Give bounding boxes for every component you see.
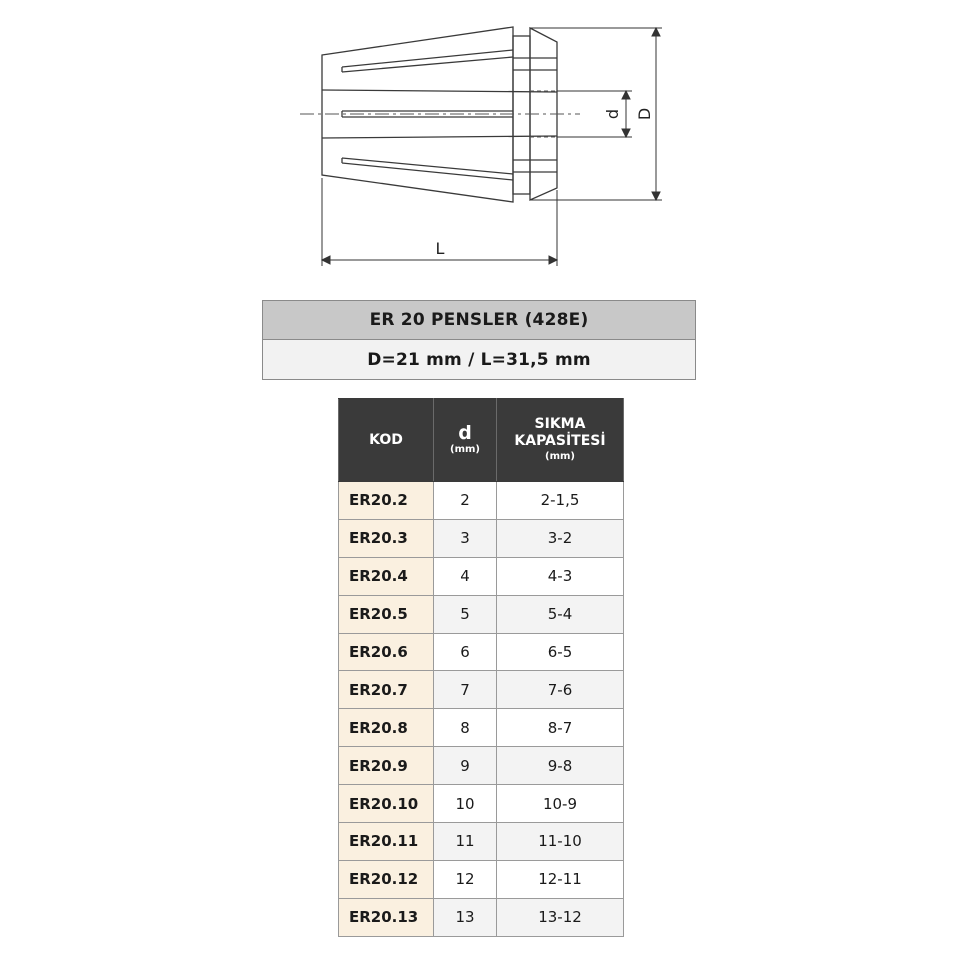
collet-slot <box>342 158 513 180</box>
header-kod: KOD <box>339 399 434 482</box>
header-capacity: SIKMA KAPASİTESİ (mm) <box>497 399 624 482</box>
cell-capacity: 12-11 <box>497 860 624 898</box>
table-row <box>339 823 624 861</box>
dim-label-D: D <box>635 107 654 121</box>
cell-capacity: 2-1,5 <box>497 482 624 520</box>
table-row <box>339 595 624 633</box>
dim-label-L: L <box>435 239 445 258</box>
cell-d: 5 <box>434 595 497 633</box>
cell-kod: ER20.7 <box>339 671 434 709</box>
product-title: ER 20 PENSLER (428E) <box>263 301 695 340</box>
table-row <box>339 557 624 595</box>
collet-drawing <box>0 0 960 290</box>
cell-kod: ER20.6 <box>339 633 434 671</box>
cell-d: 9 <box>434 747 497 785</box>
cell-kod: ER20.13 <box>339 898 434 936</box>
cell-d: 8 <box>434 709 497 747</box>
product-banner <box>262 300 696 380</box>
collet-ring <box>513 36 530 194</box>
table-row <box>339 747 624 785</box>
cell-kod: ER20.4 <box>339 557 434 595</box>
cell-capacity: 3-2 <box>497 519 624 557</box>
header-d: d (mm) <box>434 399 497 482</box>
table-row <box>339 785 624 823</box>
table-row <box>339 860 624 898</box>
cell-capacity: 6-5 <box>497 633 624 671</box>
table-row <box>339 519 624 557</box>
cell-kod: ER20.8 <box>339 709 434 747</box>
cell-d: 4 <box>434 557 497 595</box>
cell-capacity: 10-9 <box>497 785 624 823</box>
cell-kod: ER20.5 <box>339 595 434 633</box>
cell-kod: ER20.10 <box>339 785 434 823</box>
cell-capacity: 5-4 <box>497 595 624 633</box>
cell-capacity: 11-10 <box>497 823 624 861</box>
cell-d: 7 <box>434 671 497 709</box>
table-row <box>339 709 624 747</box>
cell-kod: ER20.12 <box>339 860 434 898</box>
cell-capacity: 7-6 <box>497 671 624 709</box>
cell-kod: ER20.11 <box>339 823 434 861</box>
cell-capacity: 13-12 <box>497 898 624 936</box>
cell-d: 2 <box>434 482 497 520</box>
cell-d: 12 <box>434 860 497 898</box>
table-row <box>339 671 624 709</box>
cell-d: 13 <box>434 898 497 936</box>
cell-d: 11 <box>434 823 497 861</box>
table-header-row <box>339 399 624 482</box>
cell-d: 6 <box>434 633 497 671</box>
product-dimensions: D=21 mm / L=31,5 mm <box>263 340 695 379</box>
cell-kod: ER20.3 <box>339 519 434 557</box>
collet-slot <box>342 50 513 72</box>
cell-kod: ER20.9 <box>339 747 434 785</box>
collet-spec-table <box>338 398 624 937</box>
cell-capacity: 9-8 <box>497 747 624 785</box>
cell-capacity: 8-7 <box>497 709 624 747</box>
cell-capacity: 4-3 <box>497 557 624 595</box>
dim-label-d: d <box>603 108 622 120</box>
cell-d: 3 <box>434 519 497 557</box>
cell-d: 10 <box>434 785 497 823</box>
table-row <box>339 898 624 936</box>
table-row <box>339 633 624 671</box>
table-row <box>339 482 624 520</box>
cell-kod: ER20.2 <box>339 482 434 520</box>
